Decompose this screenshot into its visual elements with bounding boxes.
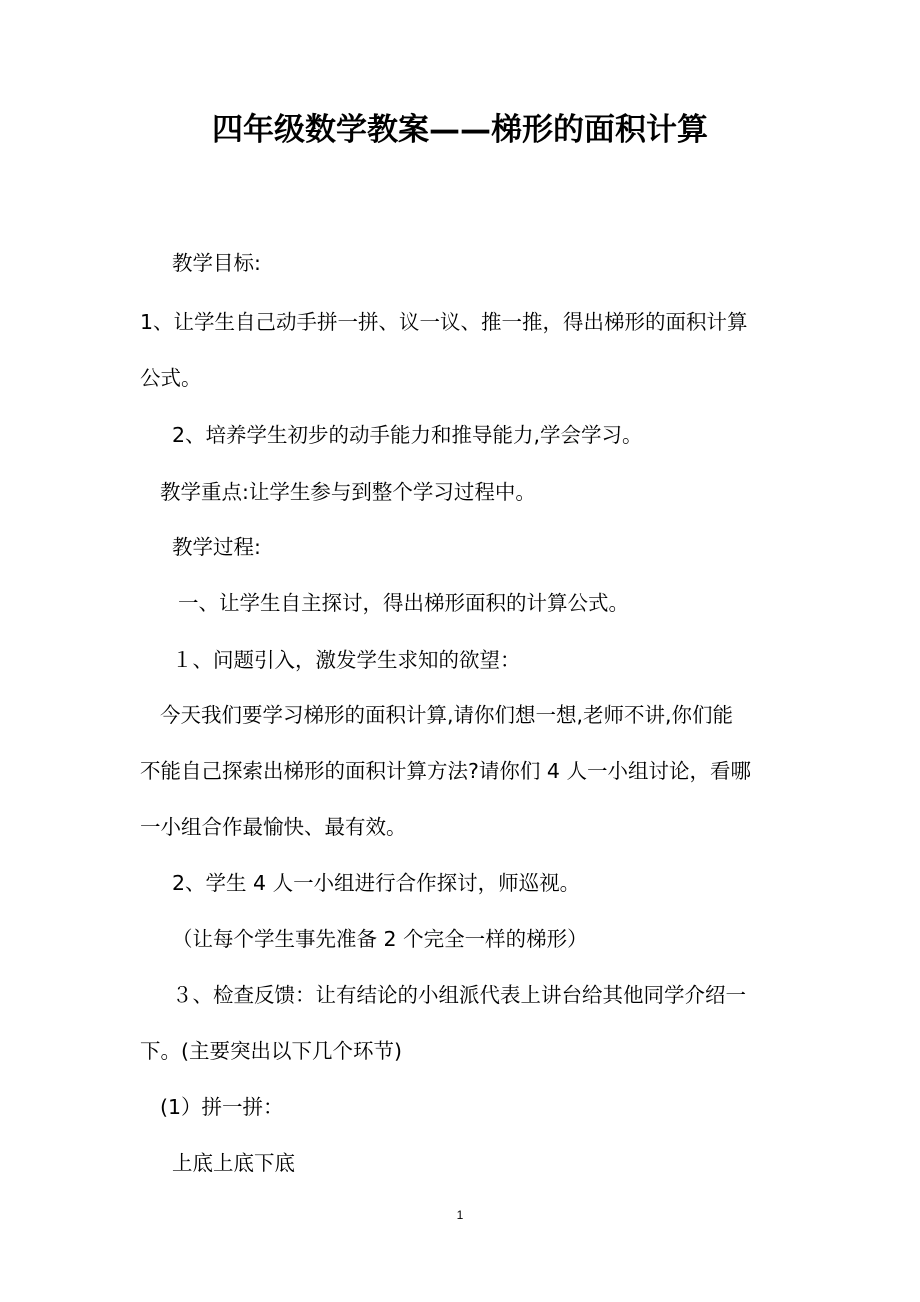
paragraph-line-goal-2: 2、培养学生初步的动手能力和推导能力,学会学习。 <box>172 423 643 447</box>
paragraph-line-goal-1-cont: 公式。 <box>140 366 202 390</box>
document-title: 四年级数学教案——梯形的面积计算 <box>212 112 708 148</box>
paragraph-line-step-1: １、问题引入，激发学生求知的欲望： <box>172 648 521 672</box>
paragraph-line-key-point: 教学重点:让学生参与到整个学习过程中。 <box>160 480 536 504</box>
paragraph-line-intro-text-cont: 不能自己探索出梯形的面积计算方法?请你们 4 人一小组讨论，看哪 <box>140 759 751 783</box>
paragraph-line-goal-1: 1、让学生自己动手拼一拼、议一议、推一推，得出梯形的面积计算 <box>140 310 748 334</box>
paragraph-line-section-1: 一、让学生自主探讨，得出梯形面积的计算公式。 <box>178 591 629 615</box>
paragraph-line-intro-text: 今天我们要学习梯形的面积计算,请你们想一想,老师不讲,你们能 <box>160 703 734 727</box>
paragraph-line-preparation-note: （让每个学生事先准备 2 个完全一样的梯形） <box>172 927 588 951</box>
paragraph-line-step-3-cont: 下。(主要突出以下几个环节) <box>140 1039 402 1063</box>
paragraph-line-intro-text-end: 一小组合作最愉快、最有效。 <box>140 815 407 839</box>
paragraph-line-step-3: ３、检查反馈：让有结论的小组派代表上讲台给其他同学介绍一 <box>172 983 746 1007</box>
paragraph-line-teaching-process: 教学过程: <box>172 535 261 559</box>
paragraph-line-diagram-labels: 上底上底下底 <box>172 1151 295 1175</box>
paragraph-line-teaching-goals: 教学目标: <box>172 251 261 275</box>
paragraph-line-substep-1: (1）拼一拼： <box>160 1095 284 1119</box>
paragraph-line-step-2: 2、学生 4 人一小组进行合作探讨，师巡视。 <box>172 871 581 895</box>
page-number: 1 <box>456 1208 464 1222</box>
